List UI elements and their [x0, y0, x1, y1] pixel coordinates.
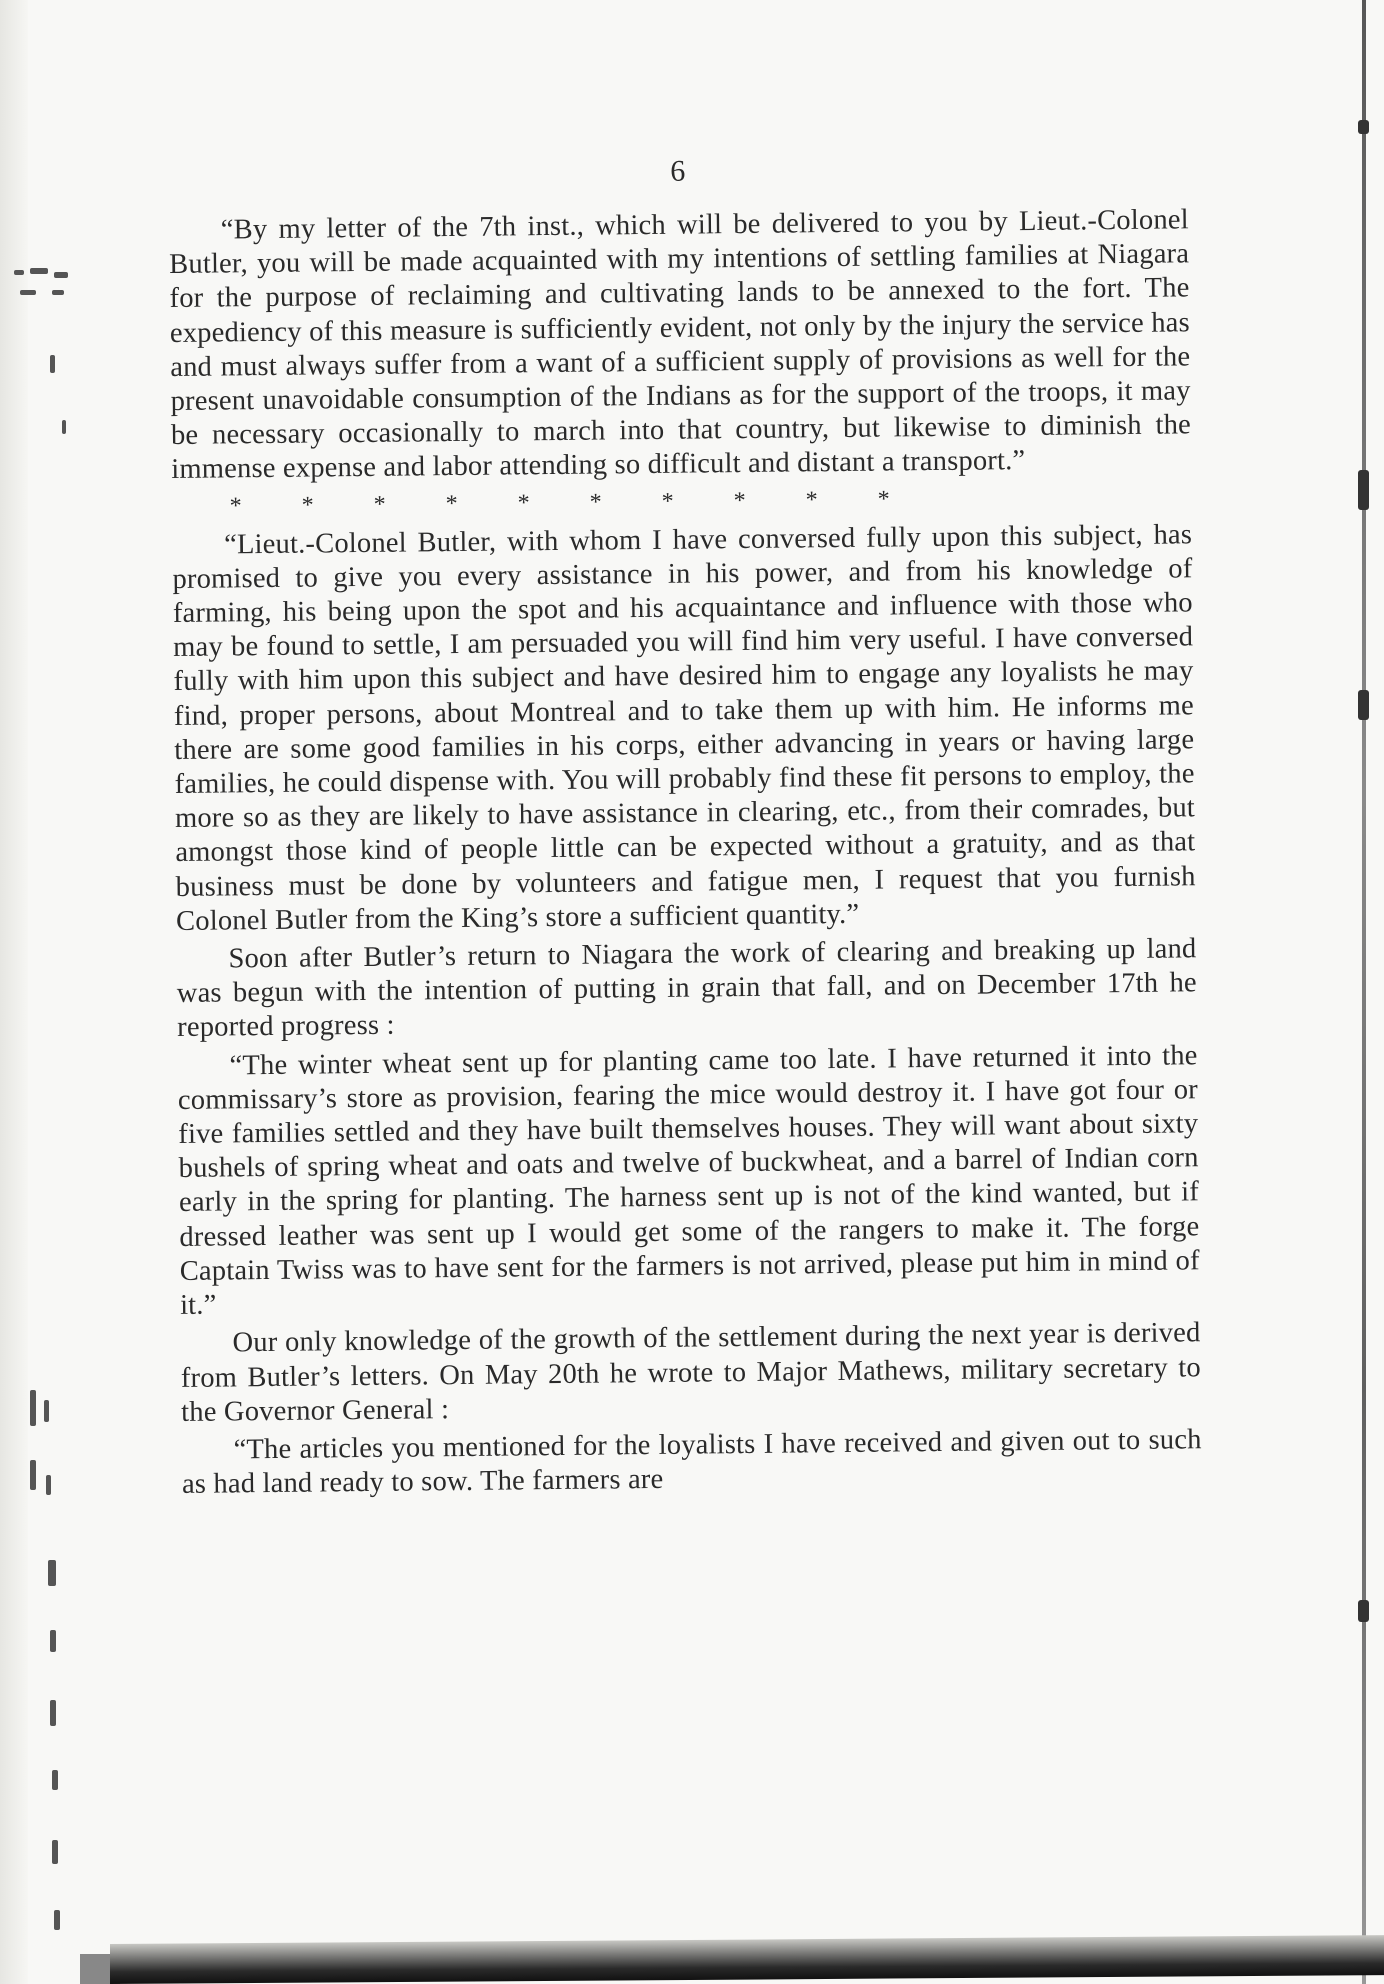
paragraph-1: “By my letter of the 7th inst., which will be delivered to you by Lieut.-Colonel Butler, you will be made acquainted with my intentions of settling families at Niagara for the purpose of reclaiming and cultivating lands to be annexed to the fort. The expediency of this measure is sufficiently evident, not only by the injury the service has and must always suffer from a want of a sufficient supply of provisions as well for the present unavoidable consumption of the Indians as for the support of the troops, it may be necessary occasionally to march into that country, but likewise to diminish the immense expense and labor attending so difficult and distant a transport.”: [169, 204, 1192, 486]
page-body: [168, 139, 1202, 1502]
scan-right-edge: [1354, 0, 1376, 1984]
paragraph-5: Our only knowledge of the growth of the settlement during the next year is derived from Butler’s letters. On May 20th he wrote to Major Mathews, military secretary to the Governor General :: [180, 1317, 1201, 1428]
asterisk-separator: * * * * * * * * * *: [229, 486, 890, 519]
paragraph-4: “The winter wheat sent up for planting came too late. I have returned it into the commissary’s store as provision, fearing the mice would destroy it. I have got four or five families settled and they have built themselves houses. They will want about sixty bushels of spring wheat and oats and twelve of buckwheat, and a barrel of Indian corn early in the spring for planting. The harness sent up is not of the kind wanted, but if dressed leather was sent up I would get some of the rangers to make it. The forge Captain Twiss was to have sent for the farmers is not arrived, please put him in mind of it.”: [177, 1039, 1200, 1322]
scan-left-edge: [0, 0, 28, 1984]
paragraph-6: “The articles you mentioned for the loyalists I have received and given out to such as had land ready to sow. The farmers are: [181, 1424, 1202, 1501]
scan-bottom-edge: [110, 1935, 1384, 1984]
paragraph-3: Soon after Butler’s return to Niagara the work of clearing and breaking up land was begun with the intention of putting in grain that fall, and on December 17th he reported progress :: [176, 933, 1197, 1044]
page-number: 6: [670, 154, 687, 188]
paragraph-2: “Lieut.-Colonel Butler, with whom I have conversed fully upon this subject, has promised to give you every assistance in his power, and from his knowledge of farming, his being upon the spot and his acquaintance and influence with those who may be found to settle, I am persuaded you will find him very useful. I have conversed fully with him upon this subject and have desired him to engage any loyalists he may find, proper persons, about Montreal and to take them up with him. He informs me there are some good families in his corps, either advancing in years or having large families, he could dispense with. You will probably find these fit persons to employ, the more so as they are likely to have assistance in clearing, etc., from their comrades, but amongst those kind of people little can be expected without a gratuity, and as that business must be done by volunteers and fatigue men, I request that you furnish Colonel Butler from the King’s store a sufficient quantity.”: [172, 518, 1196, 937]
